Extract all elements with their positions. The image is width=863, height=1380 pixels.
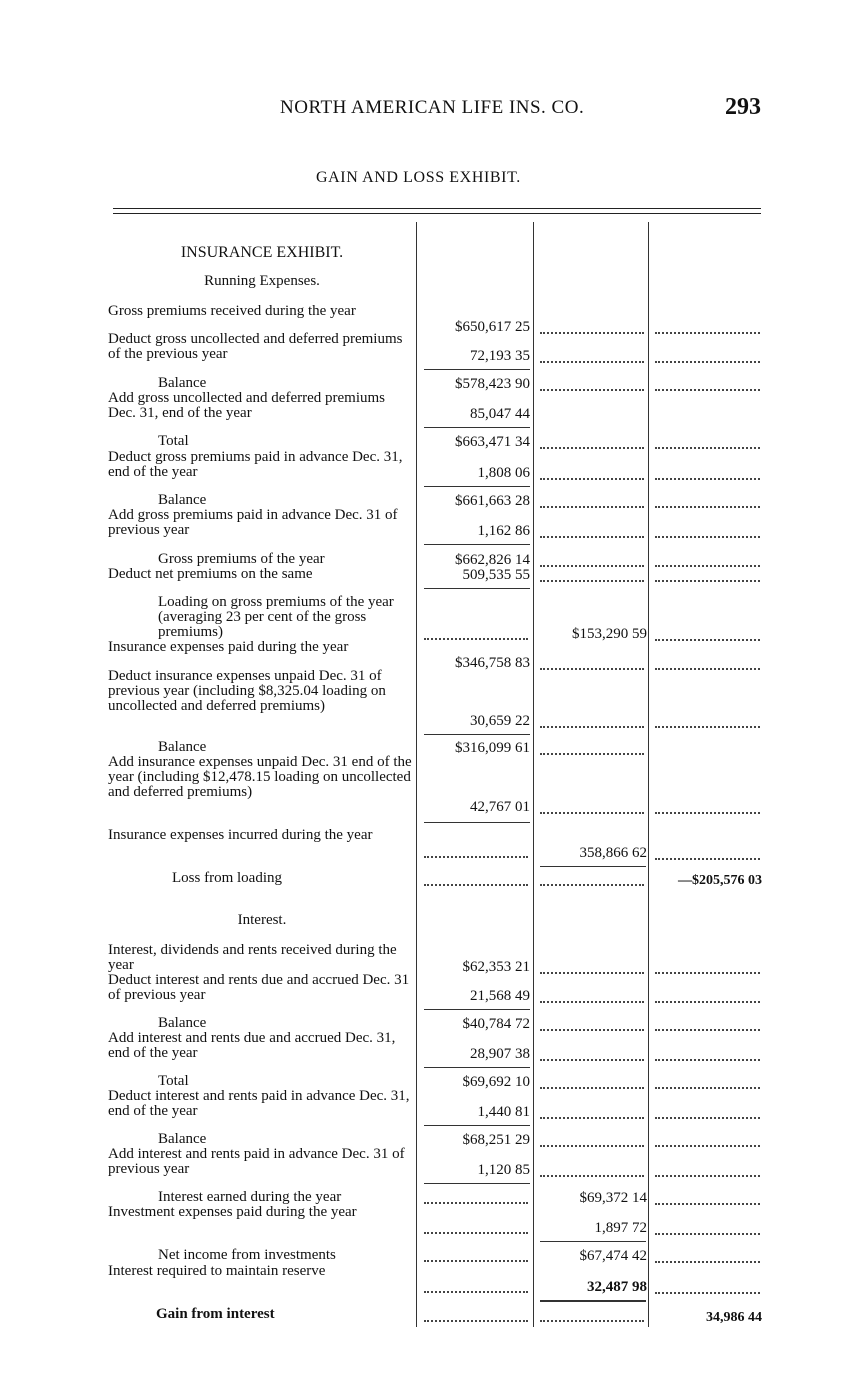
top-rule-2 [113,213,761,214]
row-label: Total [158,433,189,449]
amount: 72,193 35 [470,348,530,364]
amount: 28,907 38 [470,1046,530,1062]
section-heading: INSURANCE EXHIBIT. [180,244,344,261]
leader-dots [655,568,760,582]
leader-dots [424,1248,528,1262]
leader-dots [655,1105,760,1119]
leader-dots [540,377,644,391]
leader-dots [655,989,760,1003]
amount: 42,767 01 [470,799,530,815]
sum-rule [424,1125,530,1126]
row-label: Interest earned during the year [158,1189,342,1205]
leader-dots [424,626,528,640]
amount: 1,120 85 [477,1162,530,1178]
amount: 509,535 55 [462,567,530,583]
sum-rule [540,1300,646,1302]
row-label: Investment expenses paid during the year [108,1204,357,1220]
total-amount: 34,986 44 [706,1310,762,1325]
leader-dots [540,320,644,334]
leader-dots [424,1308,528,1322]
leader-dots [540,349,644,363]
leader-dots [540,960,644,974]
leader-dots [424,1190,528,1204]
exhibit-title: GAIN AND LOSS EXHIBIT. [316,169,521,186]
row-label: Loading on gross premiums of the year (averaging 23 per cent of the gross premiums) [158,594,394,640]
leader-dots [540,1308,644,1322]
total-amount: —$205,576 03 [678,873,762,888]
column-divider-3 [648,222,649,1327]
leader-dots [540,435,644,449]
sum-rule [424,1067,530,1068]
amount: 1,808 06 [477,465,530,481]
amount: $40,784 72 [462,1016,530,1032]
sum-rule [540,866,646,867]
amount: 21,568 49 [470,988,530,1004]
top-rule [113,208,761,209]
amount: 32,487 98 [587,1279,647,1295]
leader-dots [424,844,528,858]
leader-dots [424,872,528,886]
leader-dots [540,656,644,670]
row-label: Add interest and rents paid in advance Dec. 31 of previous year [108,1146,405,1177]
sum-rule [424,734,530,735]
leader-dots [655,435,760,449]
leader-dots [540,1163,644,1177]
leader-dots [540,741,644,755]
row-label: Insurance expenses incurred during the year [108,827,373,843]
amount: 1,162 86 [477,523,530,539]
leader-dots [424,1279,528,1293]
leader-dots [655,1133,760,1147]
row-label: Deduct interest and rents due and accrued Dec. 31 of previous year [108,972,410,1003]
amount: $316,099 61 [455,740,530,756]
row-label: Add insurance expenses unpaid Dec. 31 end of the year (including $12,478.15 loading on uncollected and deferred premiums) [108,754,412,800]
column-divider-2 [533,222,534,1327]
leader-dots [655,627,760,641]
leader-dots [655,553,760,567]
leader-dots [655,1047,760,1061]
subsection-heading: Interest. [237,912,287,928]
leader-dots [540,568,644,582]
leader-dots [655,494,760,508]
row-label: Deduct gross premiums paid in advance Dec. 31, end of the year [108,449,403,480]
row-label: Balance [158,375,207,391]
amount: $69,372 14 [579,1190,647,1206]
amount: $153,290 59 [572,626,647,642]
amount: $67,474 42 [579,1248,647,1264]
amount: $62,353 21 [462,959,530,975]
leader-dots [540,1105,644,1119]
sum-rule [424,369,530,370]
sum-rule [424,588,530,589]
leader-dots [540,1047,644,1061]
leader-dots [655,1017,760,1031]
leader-dots [540,872,644,886]
sum-rule [540,1241,646,1242]
row-label: Deduct interest and rents paid in advance Dec. 31, end of the year [108,1088,410,1119]
leader-dots [540,714,644,728]
amount: $69,692 10 [462,1074,530,1090]
leader-dots [424,1220,528,1234]
amount: $346,758 83 [455,655,530,671]
column-divider-1 [416,222,417,1327]
leader-dots [540,1075,644,1089]
leader-dots [540,989,644,1003]
leader-dots [655,846,760,860]
leader-dots [655,800,760,814]
leader-dots [540,1133,644,1147]
row-label: Add interest and rents due and accrued Dec. 31, end of the year [108,1030,396,1061]
row-label: Net income from investments [158,1247,336,1263]
sum-rule [424,1183,530,1184]
row-label: Add gross premiums paid in advance Dec. 31 of previous year [108,507,398,538]
leader-dots [655,377,760,391]
company-title: NORTH AMERICAN LIFE INS. CO. [280,97,585,118]
leader-dots [540,494,644,508]
row-label: Balance [158,1131,207,1147]
amount: $578,423 90 [455,376,530,392]
leader-dots [655,1191,760,1205]
leader-dots [540,1017,644,1031]
row-label: Loss from loading [172,870,282,886]
leader-dots [655,349,760,363]
row-label: Gain from interest [156,1306,275,1322]
sum-rule [424,1009,530,1010]
amount: 1,440 81 [477,1104,530,1120]
leader-dots [655,524,760,538]
page-number: 293 [725,94,761,120]
amount: 30,659 22 [470,713,530,729]
row-label: Add gross uncollected and deferred premiums Dec. 31, end of the year [108,390,385,421]
amount: $68,251 29 [462,1132,530,1148]
amount: 358,866 62 [579,845,647,861]
sum-rule [424,822,530,823]
leader-dots [540,800,644,814]
subsection-heading: Running Expenses. [204,273,320,289]
row-label: Deduct gross uncollected and deferred premiums of the previous year [108,331,403,362]
leader-dots [655,1221,760,1235]
row-label: Balance [158,739,207,755]
row-label: Balance [158,492,207,508]
row-label: Total [158,1073,189,1089]
sum-rule [424,486,530,487]
row-label: Insurance expenses paid during the year [108,639,349,655]
leader-dots [655,960,760,974]
amount: $650,617 25 [455,319,530,335]
amount: 1,897 72 [594,1220,647,1236]
sum-rule [424,427,530,428]
row-label: Gross premiums of the year [158,551,325,567]
row-label: Deduct insurance expenses unpaid Dec. 31 of previous year (including $8,325.04 loading on uncollected and deferred premiums) [108,668,386,714]
row-label: Deduct net premiums on the same [108,566,313,582]
leader-dots [655,320,760,334]
leader-dots [655,1075,760,1089]
amount: 85,047 44 [470,406,530,422]
amount: $661,663 28 [455,493,530,509]
leader-dots [655,656,760,670]
row-label: Gross premiums received during the year [108,303,356,319]
row-label: Balance [158,1015,207,1031]
row-label: Interest required to maintain reserve [108,1263,326,1279]
sum-rule [424,544,530,545]
leader-dots [540,524,644,538]
leader-dots [655,1280,760,1294]
amount: $663,471 34 [455,434,530,450]
leader-dots [655,714,760,728]
leader-dots [655,1163,760,1177]
leader-dots [540,553,644,567]
leader-dots [655,1249,760,1263]
leader-dots [655,466,760,480]
leader-dots [540,466,644,480]
row-label: Interest, dividends and rents received during the year [108,942,397,973]
amount: $662,826 14 [455,552,530,568]
